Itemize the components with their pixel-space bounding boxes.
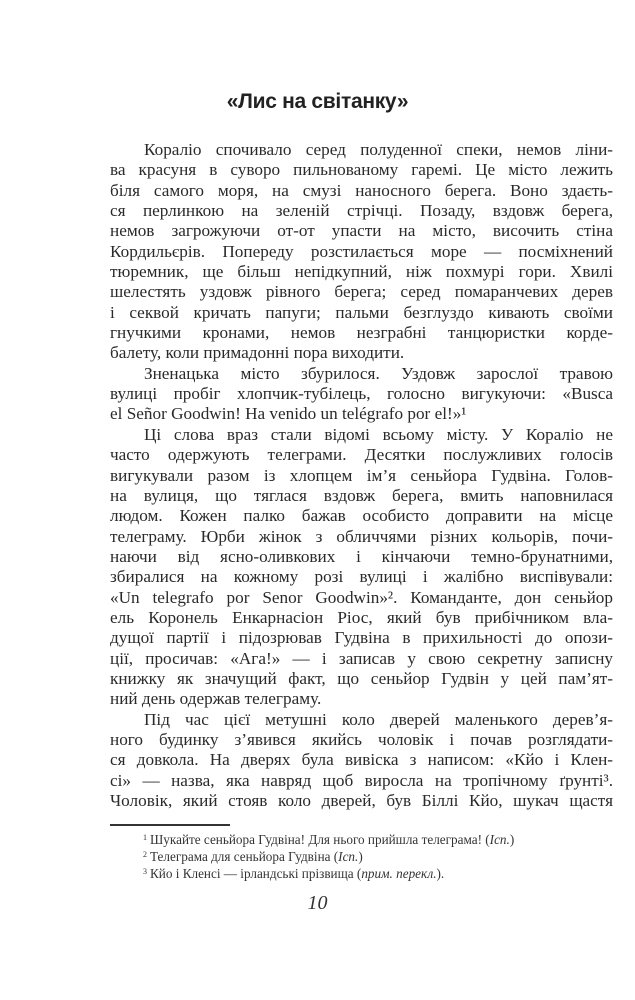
text-line: дущої партії і підозрював Гудвіна в прихильності до опози-	[110, 628, 613, 648]
footnote	[143, 846, 514, 863]
text-line: ції, просичав: «Ага!» — і записав у свою секретну записну	[110, 648, 613, 668]
body-text	[110, 140, 613, 811]
text-line: вулиці пробіг хлопчик-тубілець, голосно вигукуючи: «Busca	[110, 384, 613, 404]
text-line: ного будинку з’явився якийсь чоловік і почав розглядати-	[110, 729, 613, 749]
footnote-close: )	[509, 832, 515, 847]
text-line: балету, коли примадонні пора виходити.	[110, 343, 405, 363]
footnote-close: )	[358, 849, 363, 864]
text-line: Під час цієї метушні коло дверей маленького дерев’я-	[144, 709, 613, 729]
text-line: збиралися на кожному розі вулиці і жалібно виспівували:	[110, 567, 613, 587]
footnotes	[143, 829, 514, 880]
text-line: на вулиця, що тяглася вздовж берега, вмить наповнилася	[110, 485, 613, 505]
text-line: книжку як значущий факт, що сеньйор Гудвін у цей пам’ят-	[110, 668, 613, 688]
footnote-number: 2	[143, 850, 147, 859]
text-line: ва красуня в суворо пильнованому гаремі. Це місто лежить	[110, 160, 613, 180]
text-line: шелестять уздовж рівного берега; серед помаранчевих дерев	[110, 282, 613, 302]
text-line: ся перлинкою на зеленій стрічці. Позаду, вздовж берега,	[110, 201, 613, 221]
text-line: людом. Кожен палко бажав особисто доправити на місце	[110, 506, 613, 526]
footnote-italic: прим. перекл.	[361, 866, 437, 881]
text-line: ний день одержав телеграму.	[110, 689, 322, 709]
text-line: біля самого моря, на смузі наносного берега. Воно здаєть-	[110, 180, 613, 200]
footnote-text: Кйо і Кленсі — ірландські прізвища (	[150, 866, 362, 881]
text-line: Кораліо спочивало серед полуденної спеки, немов ліни-	[144, 140, 613, 159]
footnote-italic: Ісп.	[489, 832, 510, 847]
text-line: Зненацька місто збурилося. Уздовж зарослої травою	[144, 363, 613, 383]
text-line: ель Коронель Енкарнасіон Ріос, який був прибічником вла-	[110, 607, 613, 627]
text-line: і секвой кричать папуги; пальми безглуздо кивають своїми	[110, 302, 613, 322]
chapter-title: «Лис на світанку»	[226, 90, 409, 113]
footnote-number: 1	[143, 833, 147, 842]
footnote-close: ).	[436, 866, 445, 881]
text-line: немов загрожуючи от-от упасти на місто, височить стіна	[110, 221, 613, 241]
text-line: Ці слова враз стали відомі всьому місту. У Кораліо не	[144, 424, 613, 444]
footnote-text: Телеграма для сеньйора Гудвіна (	[150, 849, 339, 864]
text-line: тюремник, ще більш непідкупний, ніж похмурі гори. Хвилі	[110, 262, 613, 282]
text-line: «Un telegrafo por Senor Goodwin»². Команданте, дон сеньйор	[110, 587, 613, 607]
footnote	[143, 829, 514, 846]
text-line: гнучкими кронами, немов незграбні танцюристки корде-	[110, 323, 613, 343]
text-line: наючи від ясно-оливкових і кінчаючи темно-брунатними,	[110, 546, 613, 566]
page-number: 10	[307, 892, 328, 914]
text-line: Кордильєрів. Попереду розстилається море — посміхнений	[110, 241, 613, 261]
footnote	[143, 863, 514, 880]
text-line: вигукували разом із хлопцем ім’я сеньйора Гудвіна. Голов-	[110, 465, 613, 485]
text-line: сі» — назва, яка навряд щоб виросла на тропічному ґрунті³.	[110, 770, 613, 790]
footnote-divider	[110, 824, 230, 826]
text-line: Чоловік, який стояв коло дверей, був Біллі Кйо, шукач щастя	[110, 791, 613, 810]
footnote-number: 3	[143, 867, 147, 876]
text-line: el Señor Goodwin! Ha venido un telégrafo por el!»¹	[110, 404, 467, 424]
text-line: часто одержують телеграми. Десятки послужливих голосів	[110, 445, 613, 465]
footnote-text: Шукайте сеньйора Гудвіна! Для нього прийшла телеграма! (	[150, 832, 490, 847]
footnote-italic: Ісп.	[338, 849, 359, 864]
text-line: ся довкола. На дверях була вивіска з написом: «Кйо і Клен-	[110, 750, 613, 770]
text-line: телеграму. Юрби жінок з обличчями різних кольорів, почи-	[110, 526, 613, 546]
